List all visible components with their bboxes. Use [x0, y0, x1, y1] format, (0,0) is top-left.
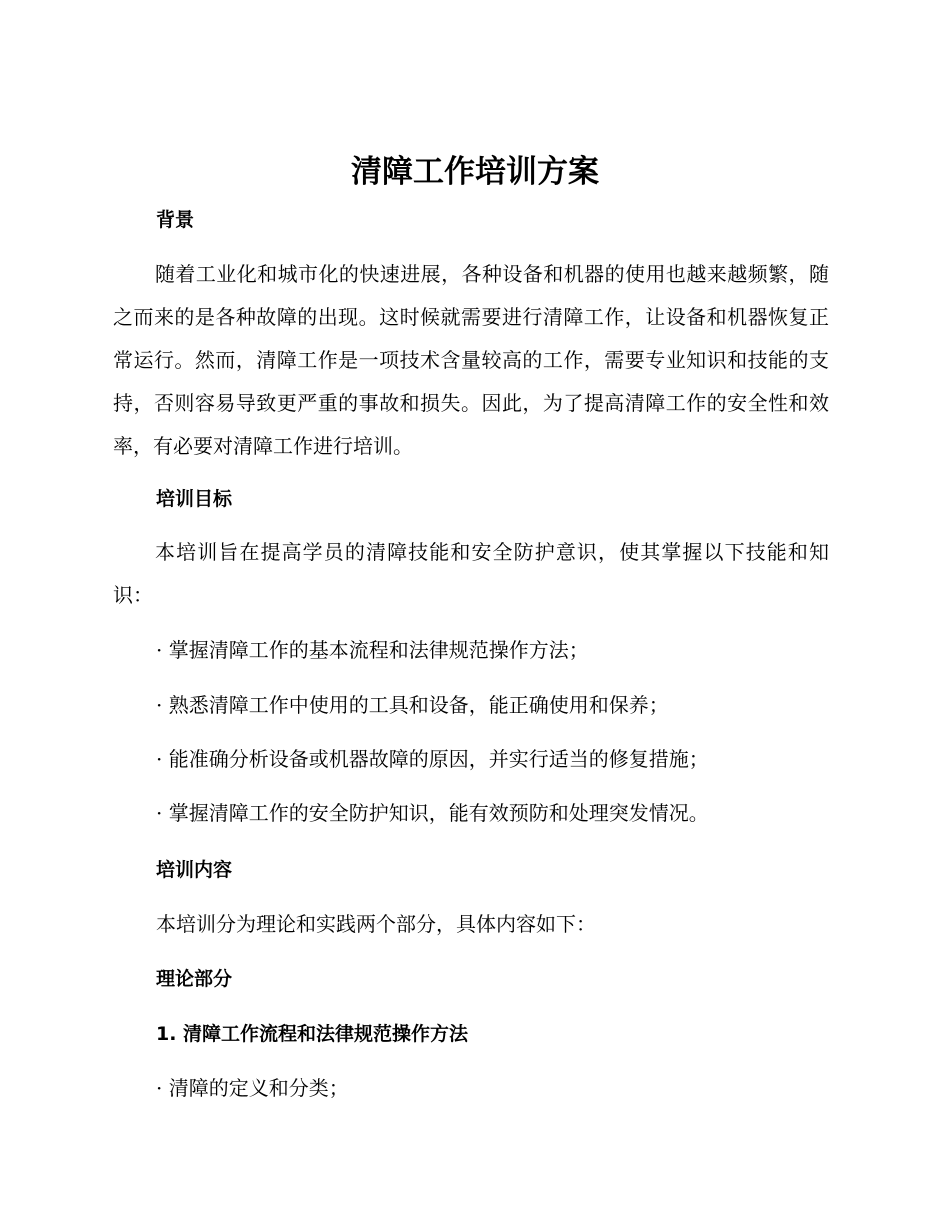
- goals-list-item: · 掌握清障工作的基本流程和法律规范操作方法；: [156, 638, 589, 662]
- goals-list-item: · 熟悉清障工作中使用的工具和设备，能正确使用和保养；: [156, 693, 669, 717]
- goals-list-item: · 掌握清障工作的安全防护知识，能有效预防和处理突发情况。: [156, 801, 709, 825]
- theory-heading: 理论部分: [156, 968, 233, 990]
- background-paragraph: 随着工业化和城市化的快速进展，各种设备和机器的使用也越来越频繁，随之而来的是各种故障的出现。这时候就需要进行清障工作，让设备和机器恢复正常运行。然而，清障工作是一项技术含量较高的工作，需要专业知识和技能的支持，否则容易导致更严重的事故和损失。因此，为了提高清障工作的安全性和效率，有必要对清障工作进行培训。: [113, 262, 829, 458]
- document-title: 清障工作培训方案: [351, 154, 599, 190]
- goals-paragraph: 本培训旨在提高学员的清障技能和安全防护意识，使其掌握以下技能和知识：: [113, 540, 829, 607]
- content-intro: 本培训分为理论和实践两个部分，具体内容如下：: [156, 912, 596, 936]
- section-heading-goals: 培训目标: [156, 488, 233, 510]
- section-heading-background: 背景: [156, 209, 195, 231]
- section-heading-content: 培训内容: [156, 859, 233, 881]
- theory-subheading: 1. 清障工作流程和法律规范操作方法: [156, 1023, 469, 1045]
- goals-list-item: · 能准确分析设备或机器故障的原因，并实行适当的修复措施；: [156, 747, 709, 771]
- theory-list-item: · 清障的定义和分类；: [156, 1076, 349, 1100]
